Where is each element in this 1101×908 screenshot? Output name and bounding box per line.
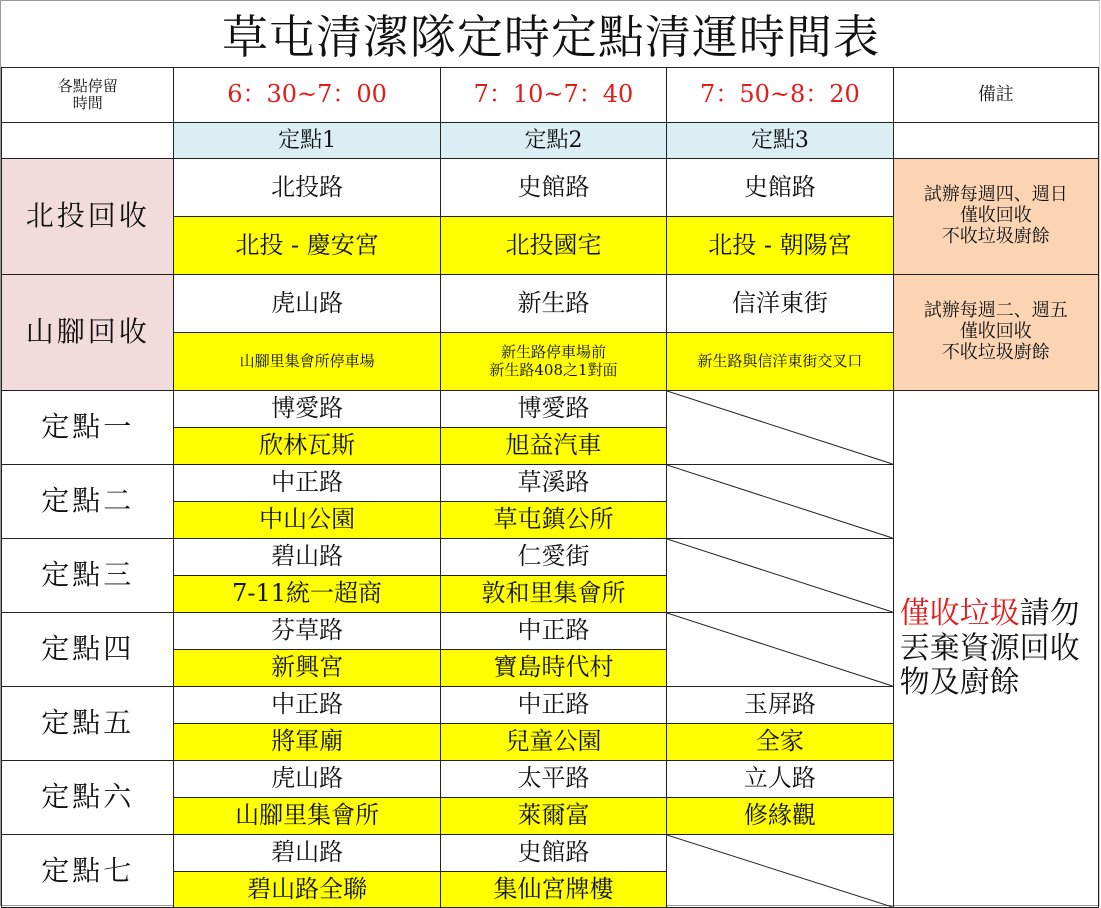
spot-cell: 萊爾富	[440, 798, 666, 835]
road-cell: 立人路	[667, 761, 893, 798]
point-six-label: 定點六	[2, 761, 174, 835]
empty-slot-cell	[667, 391, 893, 465]
spot-cell: 欣林瓦斯	[174, 428, 440, 465]
stop-time-label: 各點停留 時間	[2, 68, 174, 123]
point-two-label: 定點二	[2, 465, 174, 539]
point-three-label: 定點三	[2, 539, 174, 613]
garbage-only-note	[893, 391, 1098, 908]
point-five-label: 定點五	[2, 687, 174, 761]
spot-cell: 碧山路全聯	[174, 872, 440, 908]
point-one-road-row	[2, 391, 1099, 428]
note-header: 備註	[893, 68, 1098, 123]
road-cell: 草溪路	[440, 465, 666, 502]
road-cell: 仁愛街	[440, 539, 666, 576]
time-slot-3: 7：50~8：20	[667, 68, 893, 123]
spot-cell: 寶島時代村	[440, 650, 666, 687]
spot-cell: 將軍廟	[174, 724, 440, 761]
empty-slot-cell	[667, 835, 893, 908]
road-cell: 中正路	[440, 687, 666, 724]
road-cell: 虎山路	[174, 761, 440, 798]
spot-cell: 山腳里集會所	[174, 798, 440, 835]
empty-slot-cell	[667, 539, 893, 613]
blank-header-cell	[2, 123, 174, 159]
spot-cell: 北投國宅	[440, 217, 666, 275]
road-cell: 芬草路	[174, 613, 440, 650]
spot-cell: 旭益汽車	[440, 428, 666, 465]
road-cell: 中正路	[440, 613, 666, 650]
spot-cell: 北投 - 朝陽宮	[667, 217, 893, 275]
road-cell: 太平路	[440, 761, 666, 798]
spot-cell: 敦和里集會所	[440, 576, 666, 613]
spot-cell: 修緣觀	[667, 798, 893, 835]
spot-cell: 兒童公園	[440, 724, 666, 761]
empty-slot-cell	[667, 465, 893, 539]
beitou-note: 試辦每週四、週日 僅收回收 不收垃圾廚餘	[893, 159, 1098, 275]
point-seven-label: 定點七	[2, 835, 174, 908]
road-cell: 中正路	[174, 687, 440, 724]
road-cell: 史館路	[440, 159, 666, 217]
time-slot-1: 6：30~7：00	[174, 68, 440, 123]
point-2-header: 定點2	[440, 123, 666, 159]
time-header-row	[2, 68, 1099, 123]
spot-cell: 7-11統一超商	[174, 576, 440, 613]
time-slot-2: 7：10~7：40	[440, 68, 666, 123]
spot-cell: 北投 - 慶安宮	[174, 217, 440, 275]
spot-cell: 集仙宮牌樓	[440, 872, 666, 908]
road-cell: 碧山路	[174, 835, 440, 872]
shanjiao-road-row	[2, 275, 1099, 333]
point-3-header: 定點3	[667, 123, 893, 159]
spot-cell: 新生路與信洋東街交叉口	[667, 333, 893, 391]
schedule-table	[1, 67, 1099, 908]
road-cell: 北投路	[174, 159, 440, 217]
point-header-row	[2, 123, 1099, 159]
road-cell: 信洋東街	[667, 275, 893, 333]
spot-cell: 山腳里集會所停車場	[174, 333, 440, 391]
point-four-label: 定點四	[2, 613, 174, 687]
point-one-label: 定點一	[2, 391, 174, 465]
spot-cell: 全家	[667, 724, 893, 761]
point-1-header: 定點1	[174, 123, 440, 159]
road-cell: 史館路	[440, 835, 666, 872]
spot-cell: 新生路停車場前 新生路408之1對面	[440, 333, 666, 391]
shanjiao-recycle-label: 山腳回收	[2, 275, 174, 391]
road-cell: 博愛路	[440, 391, 666, 428]
road-cell: 新生路	[440, 275, 666, 333]
road-cell: 博愛路	[174, 391, 440, 428]
shanjiao-note: 試辦每週二、週五 僅收回收 不收垃圾廚餘	[893, 275, 1098, 391]
road-cell: 史館路	[667, 159, 893, 217]
spot-cell: 中山公園	[174, 502, 440, 539]
road-cell: 玉屏路	[667, 687, 893, 724]
beitou-recycle-label: 北投回收	[2, 159, 174, 275]
empty-slot-cell	[667, 613, 893, 687]
spot-cell: 草屯鎮公所	[440, 502, 666, 539]
garbage-only-rest-text: 請勿丟棄資源回收物及廚餘	[899, 596, 1080, 701]
road-cell: 碧山路	[174, 539, 440, 576]
blank-note-cell	[893, 123, 1098, 159]
page-title: 草屯清潔隊定時定點清運時間表	[222, 10, 880, 64]
road-cell: 中正路	[174, 465, 440, 502]
garbage-only-red-text: 僅收垃圾	[899, 596, 1020, 632]
beitou-road-row	[2, 159, 1099, 217]
road-cell: 虎山路	[174, 275, 440, 333]
spot-cell: 新興宮	[174, 650, 440, 687]
